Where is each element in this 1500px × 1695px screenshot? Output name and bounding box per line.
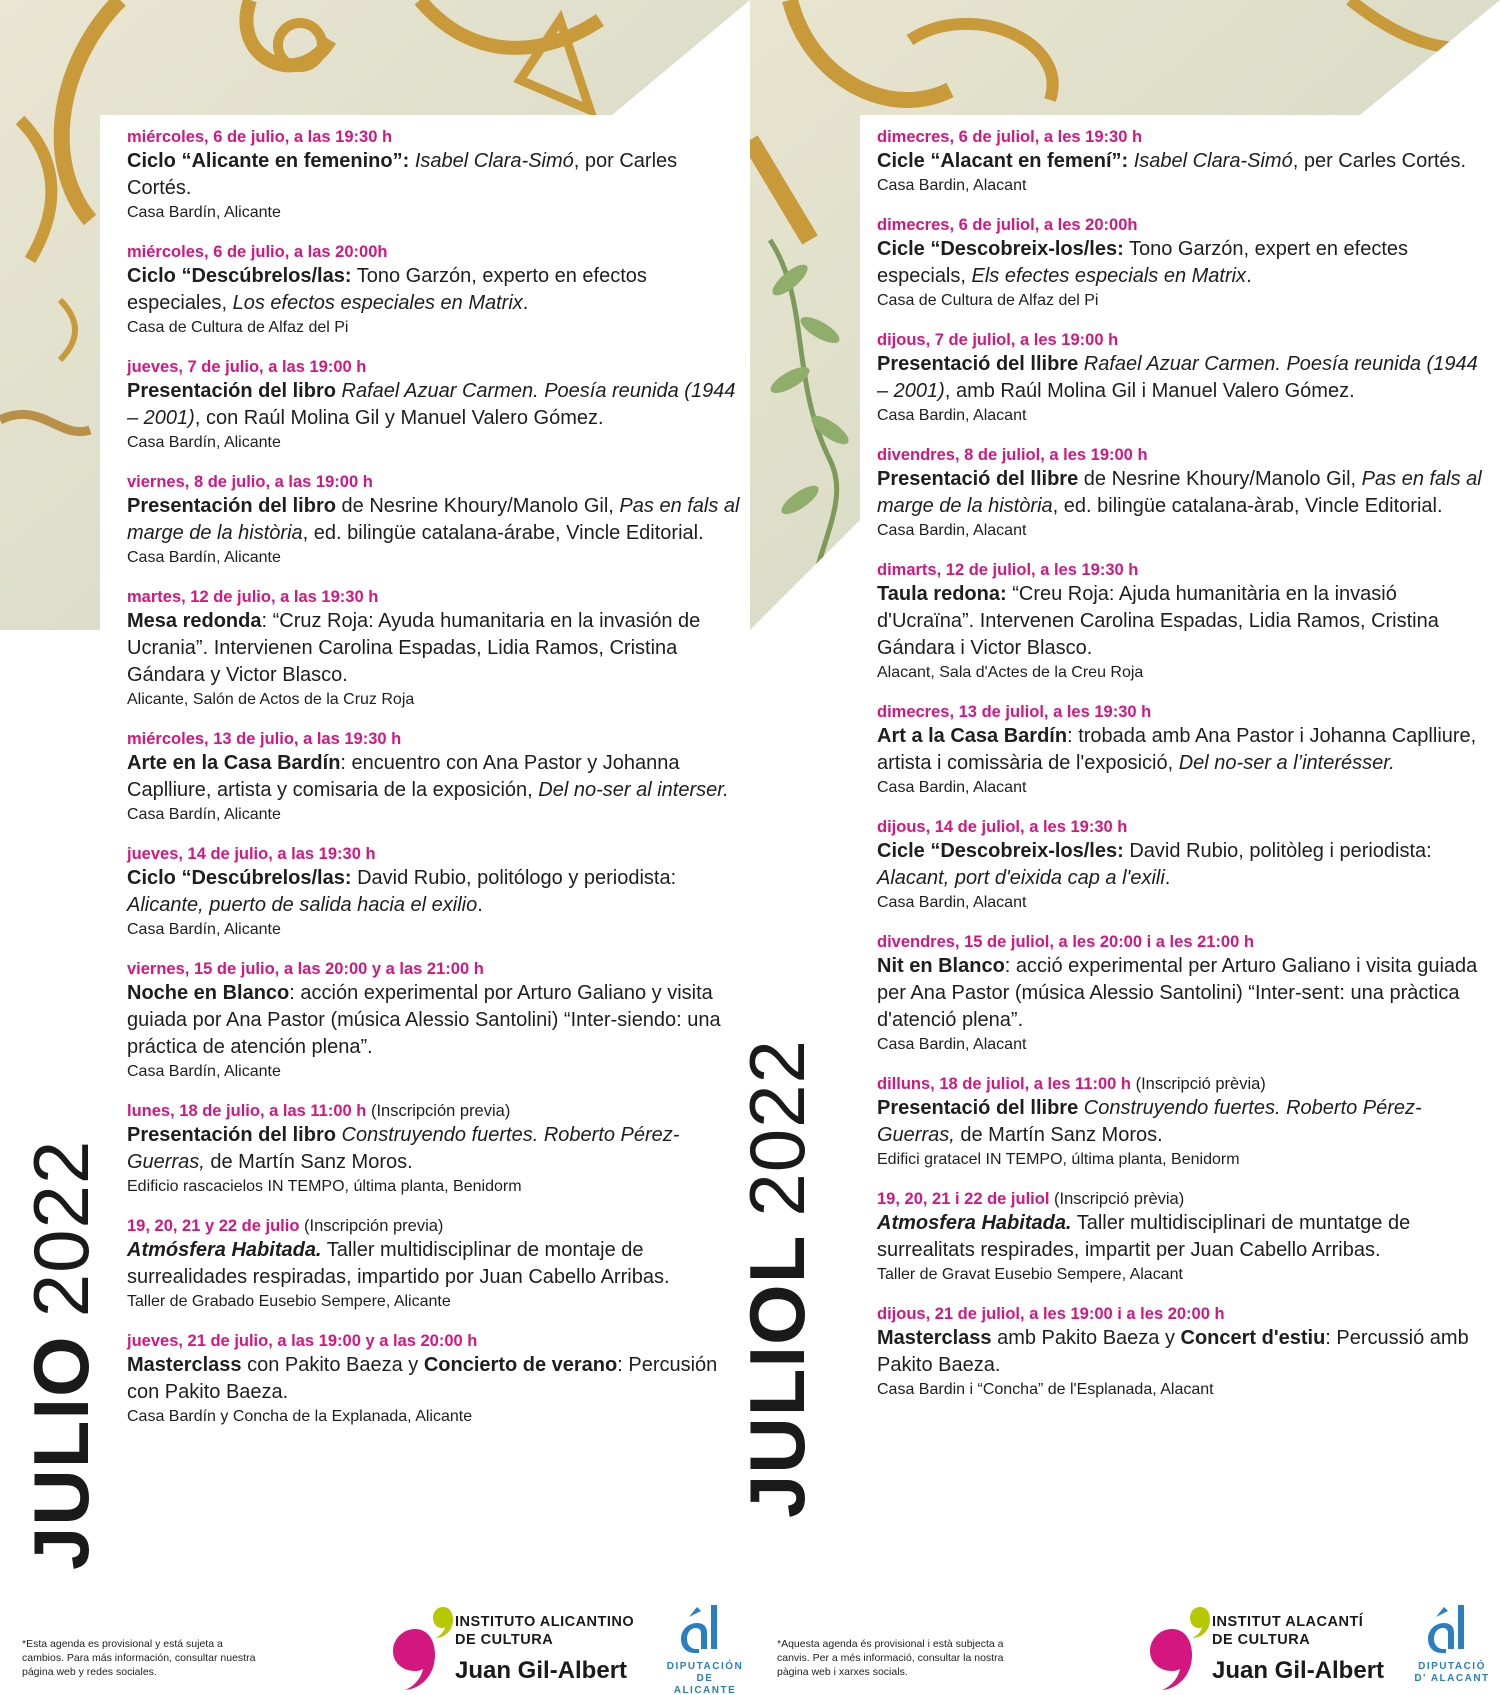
event-title: Art a la Casa Bardín: trobada amb Ana Pastor i Johanna Caplliure, artista i comissària de l'exposició, Del no-ser a l’interésser. bbox=[877, 725, 1477, 774]
event-venue: Edificio rascacielos IN TEMPO, última planta, Benidorm bbox=[127, 1178, 522, 1195]
event-date bbox=[877, 817, 1492, 838]
month-year: 2022 bbox=[17, 1139, 105, 1318]
event-venue: Alicante, Salón de Actos de la Cruz Roja bbox=[127, 691, 415, 708]
event-title: Ciclo “Descúbrelos/las: David Rubio, politólogo y periodista: Alicante, puerto de salida hacia el exilio. bbox=[127, 867, 677, 916]
event-title: Atmósfera Habitada. Taller multidisciplinar de montaje de surrealidades respiradas, impartido por Juan Cabello Arribas. bbox=[127, 1239, 670, 1288]
event-item bbox=[877, 330, 1492, 426]
event-date bbox=[877, 215, 1492, 236]
month-word: JULIO bbox=[17, 1335, 105, 1570]
event-date bbox=[127, 1216, 742, 1237]
event-list bbox=[877, 127, 1492, 1419]
footer bbox=[0, 1595, 750, 1695]
event-date-text: miércoles, 13 de julio, a las 19:30 h bbox=[127, 730, 402, 748]
event-title: Presentación del libro Rafael Azuar Carmen. Poesía reunida (1944 – 2001), con Raúl Molina Gil y Manuel Valero Gómez. bbox=[127, 380, 736, 429]
event-item bbox=[127, 587, 742, 710]
event-title: Cicle “Alacant en femení”: Isabel Clara-Simó, per Carles Cortés. bbox=[877, 150, 1467, 172]
event-date-text: dimecres, 6 de juliol, a les 19:30 h bbox=[877, 128, 1143, 146]
event-title: Presentació del llibre de Nesrine Khoury/Manolo Gil, Pas en fals al marge de la història, ed. bilingüe catalana-àrab, Vincle Editorial. bbox=[877, 468, 1482, 517]
event-date-text: dijous, 21 de juliol, a les 19:00 i a les 20:00 h bbox=[877, 1305, 1225, 1323]
event-item bbox=[127, 242, 742, 338]
institute-name-line2: DE CULTURA bbox=[1212, 1632, 1311, 1648]
event-date bbox=[127, 1101, 742, 1122]
event-date bbox=[877, 1074, 1492, 1095]
event-title: Nit en Blanco: acció experimental per Arturo Galiano i visita guiada per Ana Pastor (música Alessio Santolini) “Inter-sent: una pràctica d'atenció plena”. bbox=[877, 955, 1478, 1031]
institute-logo[interactable] bbox=[1132, 1601, 1392, 1691]
institute-subtitle: Juan Gil-Albert bbox=[455, 1657, 628, 1684]
event-date bbox=[127, 587, 742, 608]
event-venue: Casa Bardín, Alicante bbox=[127, 1063, 281, 1080]
event-venue: Taller de Grabado Eusebio Sempere, Alicante bbox=[127, 1293, 451, 1310]
event-date bbox=[877, 1304, 1492, 1325]
event-title: Mesa redonda: “Cruz Roja: Ayuda humanitaria en la invasión de Ucrania”. Intervienen Carolina Espadas, Lidia Ramos, Cristina Gándara y Victor Blasco. bbox=[127, 610, 701, 686]
diputacion-al-icon bbox=[1422, 1603, 1472, 1653]
event-date bbox=[127, 127, 742, 148]
event-title: Masterclass amb Pakito Baeza y Concert d'estiu: Percussió amb Pakito Baeza. bbox=[877, 1327, 1469, 1376]
event-date bbox=[127, 357, 742, 378]
event-date-text: miércoles, 6 de julio, a las 19:30 h bbox=[127, 128, 393, 146]
event-registration-note: (Inscripción previa) bbox=[366, 1102, 511, 1120]
event-date bbox=[127, 729, 742, 750]
event-venue: Alacant, Sala d'Actes de la Creu Roja bbox=[877, 664, 1144, 681]
event-item bbox=[877, 1304, 1492, 1400]
event-item bbox=[127, 472, 742, 568]
diputacion-al-icon bbox=[675, 1603, 725, 1653]
event-venue: Casa Bardín, Alicante bbox=[127, 549, 281, 566]
event-title: Ciclo “Alicante en femenino”: Isabel Clara-Simó, por Carles Cortés. bbox=[127, 150, 678, 199]
month-heading bbox=[733, 1039, 821, 1518]
event-date bbox=[127, 844, 742, 865]
event-venue: Casa de Cultura de Alfaz del Pi bbox=[877, 292, 1099, 309]
event-date-text: jueves, 7 de julio, a las 19:00 h bbox=[127, 358, 367, 376]
event-date-text: divendres, 15 de juliol, a les 20:00 i a les 21:00 h bbox=[877, 933, 1254, 951]
event-date-text: dimecres, 6 de juliol, a les 20:00h bbox=[877, 216, 1138, 234]
event-item bbox=[877, 932, 1492, 1055]
event-venue: Casa Bardín, Alicante bbox=[127, 921, 281, 938]
event-title: Cicle “Descobreix-los/les: Tono Garzón, expert en efectes especials, Els efectes especials en Matrix. bbox=[877, 238, 1409, 287]
disclaimer: *Esta agenda es provisional y está sujeta a cambios. Para más información, consultar nuestra página web y redes sociales. bbox=[22, 1638, 256, 1678]
event-venue: Casa Bardin, Alacant bbox=[877, 407, 1027, 424]
event-date-text: dilluns, 18 de juliol, a les 11:00 h bbox=[877, 1075, 1132, 1093]
event-date-text: jueves, 21 de julio, a las 19:00 y a las 20:00 h bbox=[127, 1332, 478, 1350]
footer bbox=[750, 1595, 1500, 1695]
event-title: Presentació del llibre Rafael Azuar Carmen. Poesía reunida (1944 – 2001), amb Raúl Molina Gil i Manuel Valero Gómez. bbox=[877, 353, 1478, 402]
event-title: Presentació del llibre Construyendo fuertes. Roberto Pérez-Guerras, de Martín Sanz Moros. bbox=[877, 1097, 1422, 1146]
event-item bbox=[127, 1216, 742, 1312]
event-item bbox=[877, 560, 1492, 683]
event-venue: Casa Bardín, Alicante bbox=[127, 806, 281, 823]
event-date bbox=[127, 472, 742, 493]
event-date-text: 19, 20, 21 y 22 de julio bbox=[127, 1217, 300, 1235]
event-item bbox=[127, 1101, 742, 1197]
diputacion-logo[interactable] bbox=[665, 1603, 745, 1693]
event-item bbox=[127, 357, 742, 453]
diputacion-line1: DIPUTACIÓN bbox=[666, 1661, 744, 1672]
event-date-text: viernes, 8 de julio, a las 19:00 h bbox=[127, 473, 373, 491]
event-venue: Casa de Cultura de Alfaz del Pi bbox=[127, 319, 349, 336]
comma-logo-icon bbox=[1132, 1601, 1222, 1691]
event-title: Noche en Blanco: acción experimental por Arturo Galiano y visita guiada por Ana Pastor (música Alessio Santolini) “Inter-siendo: una práctica de atención plena”. bbox=[127, 982, 721, 1058]
comma-logo-icon bbox=[375, 1601, 465, 1691]
event-title: Presentación del libro de Nesrine Khoury/Manolo Gil, Pas en fals al marge de la història, ed. bilingüe catalana-árabe, Vincle Editorial. bbox=[127, 495, 740, 544]
event-title: Ciclo “Descúbrelos/las: Tono Garzón, experto en efectos especiales, Los efectos especiales en Matrix. bbox=[127, 265, 647, 314]
event-item bbox=[877, 127, 1492, 196]
diputacion-logo[interactable] bbox=[1412, 1603, 1492, 1693]
event-item bbox=[127, 729, 742, 825]
event-date-text: miércoles, 6 de julio, a las 20:00h bbox=[127, 243, 388, 261]
institute-name-line1: INSTITUTO ALICANTINO bbox=[455, 1614, 635, 1630]
event-item bbox=[127, 844, 742, 940]
diputacion-line2: D' ALACANT bbox=[1414, 1673, 1490, 1684]
event-date-text: dimarts, 12 de juliol, a les 19:30 h bbox=[877, 561, 1139, 579]
institute-name-line2: DE CULTURA bbox=[455, 1632, 554, 1648]
event-date-text: 19, 20, 21 i 22 de juliol bbox=[877, 1190, 1050, 1208]
event-title: Arte en la Casa Bardín: encuentro con Ana Pastor y Johanna Caplliure, artista y comisaria de la exposición, Del no-ser al interser. bbox=[127, 752, 729, 801]
diputacion-name bbox=[1412, 1661, 1492, 1685]
event-venue: Casa Bardín y Concha de la Explanada, Alicante bbox=[127, 1408, 473, 1425]
event-date-text: lunes, 18 de julio, a las 11:00 h bbox=[127, 1102, 367, 1120]
diputacion-line2: DE ALICANTE bbox=[673, 1673, 737, 1695]
event-item bbox=[877, 702, 1492, 798]
event-date bbox=[127, 959, 742, 980]
event-date bbox=[127, 242, 742, 263]
event-date bbox=[877, 445, 1492, 466]
event-venue: Casa Bardin, Alacant bbox=[877, 779, 1027, 796]
event-registration-note: (Inscripció prèvia) bbox=[1131, 1075, 1266, 1093]
event-venue: Edifici gratacel IN TEMPO, última planta, Benidorm bbox=[877, 1151, 1240, 1168]
event-date-text: dijous, 14 de juliol, a les 19:30 h bbox=[877, 818, 1128, 836]
event-venue: Casa Bardin, Alacant bbox=[877, 522, 1027, 539]
event-date bbox=[877, 330, 1492, 351]
event-venue: Casa Bardín, Alicante bbox=[127, 204, 281, 221]
event-item bbox=[127, 959, 742, 1082]
event-title: Taula redona: “Creu Roja: Ajuda humanitària en la invasió d'Ucraïna”. Intervenen Carolina Espadas, Lidia Ramos, Cristina Gándara i Victor Blasco. bbox=[877, 583, 1439, 659]
event-item bbox=[877, 445, 1492, 541]
event-registration-note: (Inscripción previa) bbox=[299, 1217, 444, 1235]
institute-subtitle: Juan Gil-Albert bbox=[1212, 1657, 1385, 1684]
event-venue: Casa Bardín, Alicante bbox=[127, 434, 281, 451]
event-venue: Casa Bardin, Alacant bbox=[877, 177, 1027, 194]
institute-logo[interactable] bbox=[375, 1601, 635, 1691]
event-title: Presentación del libro Construyendo fuertes. Roberto Pérez-Guerras, de Martín Sanz Moros. bbox=[127, 1124, 680, 1173]
institute-name bbox=[455, 1613, 634, 1649]
agenda-valencia bbox=[733, 0, 1500, 1695]
event-venue: Taller de Gravat Eusebio Sempere, Alacant bbox=[877, 1266, 1183, 1283]
month-word: JULIOL bbox=[733, 1234, 821, 1518]
institute-name bbox=[1212, 1613, 1363, 1649]
disclaimer: *Aquesta agenda és provisional i està subjecta a canvis. Per a més informació, consultar la nostra pàgina web i xarxes socials. bbox=[777, 1638, 1004, 1678]
event-date bbox=[877, 702, 1492, 723]
event-item bbox=[877, 215, 1492, 311]
event-date-text: dijous, 7 de juliol, a les 19:00 h bbox=[877, 331, 1119, 349]
event-date bbox=[877, 932, 1492, 953]
event-date bbox=[877, 127, 1492, 148]
month-year: 2022 bbox=[733, 1039, 821, 1217]
event-item bbox=[877, 817, 1492, 913]
event-registration-note: (Inscripció prèvia) bbox=[1049, 1190, 1185, 1208]
institute-name-line1: INSTITUT ALACANTÍ bbox=[1212, 1614, 1364, 1630]
diputacion-name bbox=[665, 1661, 745, 1695]
event-date bbox=[127, 1331, 742, 1352]
event-item bbox=[877, 1074, 1492, 1170]
event-venue: Casa Bardin, Alacant bbox=[877, 894, 1027, 911]
event-venue: Casa Bardin, Alacant bbox=[877, 1036, 1027, 1053]
event-item bbox=[877, 1189, 1492, 1285]
event-title: Masterclass con Pakito Baeza y Concierto de verano: Percusión con Pakito Baeza. bbox=[127, 1354, 718, 1403]
event-date-text: viernes, 15 de julio, a las 20:00 y a las 21:00 h bbox=[127, 960, 484, 978]
event-venue: Casa Bardin i “Concha” de l'Esplanada, Alacant bbox=[877, 1381, 1214, 1398]
event-date bbox=[877, 560, 1492, 581]
event-date-text: divendres, 8 de juliol, a les 19:00 h bbox=[877, 446, 1148, 464]
month-heading bbox=[17, 1139, 105, 1570]
event-date-text: jueves, 14 de julio, a las 19:30 h bbox=[127, 845, 376, 863]
event-item bbox=[127, 127, 742, 223]
diputacion-line1: DIPUTACIÓ bbox=[1418, 1661, 1486, 1672]
event-date bbox=[877, 1189, 1492, 1210]
event-title: Atmosfera Habitada. Taller multidisciplinari de muntatge de surrealitats respirades, impartit per Juan Cabello Arribas. bbox=[877, 1212, 1411, 1261]
event-date-text: dimecres, 13 de juliol, a les 19:30 h bbox=[877, 703, 1152, 721]
event-list bbox=[127, 127, 742, 1446]
event-date-text: martes, 12 de julio, a las 19:30 h bbox=[127, 588, 379, 606]
event-title: Cicle “Descobreix-los/les: David Rubio, politòleg i periodista: Alacant, port d'eixida cap a l'exili. bbox=[877, 840, 1432, 889]
event-item bbox=[127, 1331, 742, 1427]
